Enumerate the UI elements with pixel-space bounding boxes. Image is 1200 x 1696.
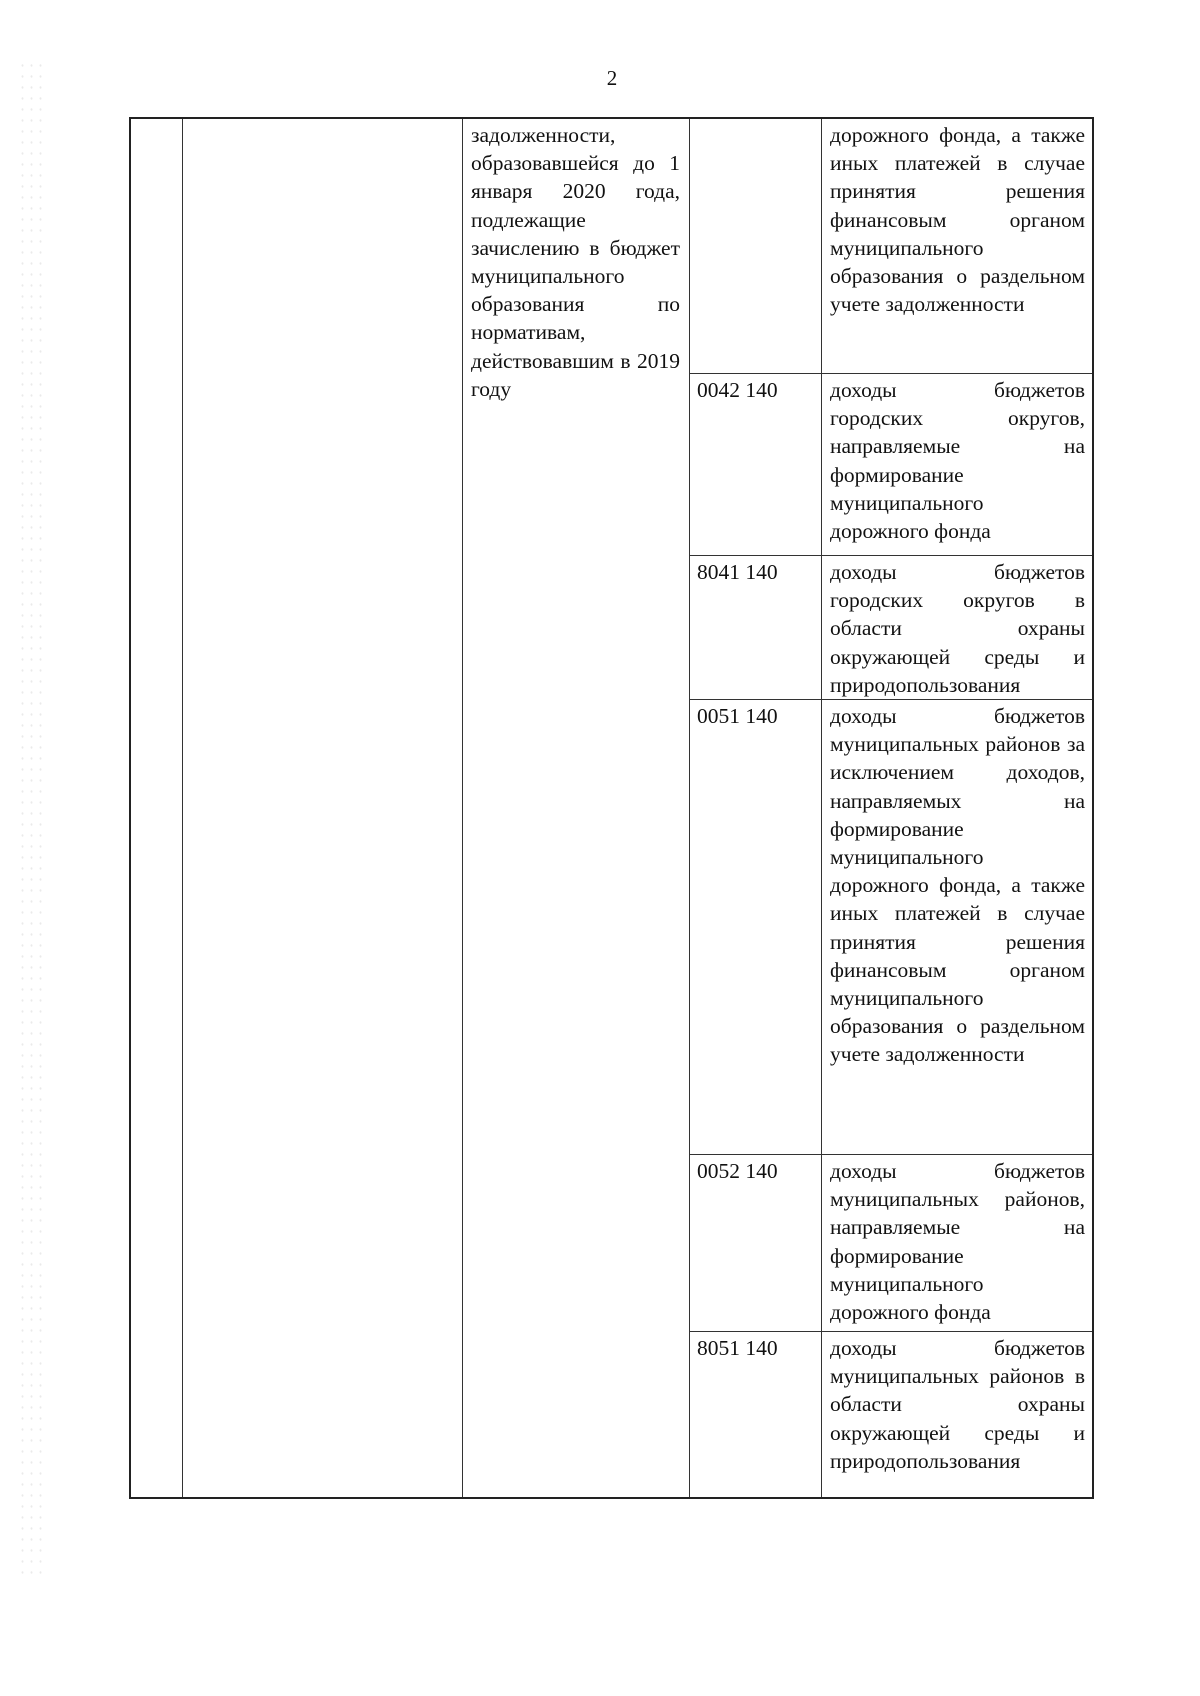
column-divider-1	[182, 119, 183, 1497]
column-divider-4	[821, 119, 822, 1497]
page-number: 2	[606, 66, 618, 90]
row-1-description: доходы бюджетов городских округов, направляемые на формирование муниципального дорожного фонда	[830, 378, 1085, 544]
row-divider-3	[689, 699, 1092, 700]
budget-codes-table	[129, 117, 1094, 1499]
row-3-description: доходы бюджетов муниципальных районов за исключением доходов, направляемых на формирование муниципального дорожного фонда, а также иных платежей в случае принятия решения финансовым органом муниципального образования о раздельном учете задолженности	[830, 704, 1085, 1067]
row-5-description: доходы бюджетов муниципальных районов в области охраны окружающей среды и природопользования	[830, 1336, 1085, 1473]
row-divider-5	[689, 1331, 1092, 1332]
row-2-description: доходы бюджетов городских округов в области охраны окружающей среды и природопользования	[830, 560, 1085, 697]
row-0-description: дорожного фонда, а также иных платежей в случае принятия решения финансовым органом муниципального образования о раздельном учете задолженности	[830, 123, 1085, 317]
row-5-code: 8051 140	[697, 1336, 778, 1360]
row-divider-1	[689, 373, 1092, 374]
row-2-code: 8041 140	[697, 560, 778, 584]
column-divider-3	[689, 119, 690, 1497]
continued-description-cell: задолженности, образовавшейся до 1 января 2020 года, подлежащие зачислению в бюджет муниципального образования по нормативам, действовавшим в 2019 году	[471, 123, 680, 401]
row-4-code: 0052 140	[697, 1159, 778, 1183]
row-divider-4	[689, 1154, 1092, 1155]
row-divider-2	[689, 555, 1092, 556]
row-1-code: 0042 140	[697, 378, 778, 402]
row-3-code: 0051 140	[697, 704, 778, 728]
column-divider-2	[462, 119, 463, 1497]
scan-edge-noise	[18, 60, 46, 1580]
row-4-description: доходы бюджетов муниципальных районов, направляемые на формирование муниципального дорожного фонда	[830, 1159, 1085, 1325]
